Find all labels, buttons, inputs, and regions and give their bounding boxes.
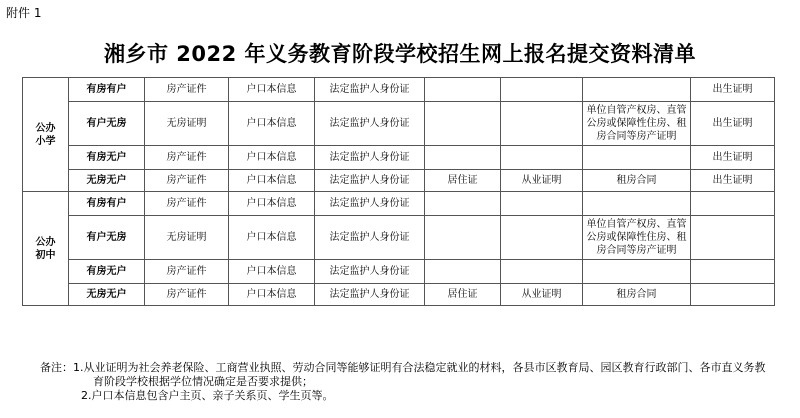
table-row <box>23 102 775 146</box>
table-cell: 房产证件 <box>145 260 229 284</box>
table-cell: 法定监护人身份证 <box>315 170 425 192</box>
note-2: 2.户口本信息包含户主页、亲子关系页、学生页等。 <box>81 389 334 402</box>
attachment-label: 附件 1 <box>6 6 42 20</box>
category-cell: 公办 初中 <box>23 192 69 306</box>
table-cell: 户口本信息 <box>229 216 315 260</box>
table-cell: 出生证明 <box>691 78 775 102</box>
table-cell: 法定监护人身份证 <box>315 284 425 306</box>
row-type-cell: 有房有户 <box>69 78 145 102</box>
row-type-cell: 有房无户 <box>69 146 145 170</box>
row-type-cell: 有户无房 <box>69 102 145 146</box>
table-cell: 出生证明 <box>691 102 775 146</box>
table-cell <box>425 78 501 102</box>
table-cell: 法定监护人身份证 <box>315 216 425 260</box>
table-cell: 居住证 <box>425 170 501 192</box>
table-row <box>23 78 775 102</box>
table-cell <box>691 192 775 216</box>
table-cell: 房产证件 <box>145 78 229 102</box>
table-cell <box>501 216 583 260</box>
table-cell: 从业证明 <box>501 284 583 306</box>
table-cell: 法定监护人身份证 <box>315 146 425 170</box>
table-cell <box>425 192 501 216</box>
table-cell: 户口本信息 <box>229 170 315 192</box>
table-cell: 法定监护人身份证 <box>315 78 425 102</box>
table-cell: 出生证明 <box>691 146 775 170</box>
table-cell: 居住证 <box>425 284 501 306</box>
table-cell: 户口本信息 <box>229 102 315 146</box>
row-type-cell: 无房无户 <box>69 284 145 306</box>
table-cell <box>691 216 775 260</box>
row-type-cell: 有房有户 <box>69 192 145 216</box>
table-row <box>23 192 775 216</box>
note-1-continued: 育阶段学校根据学位情况确定是否要求提供； <box>93 375 313 388</box>
table-cell <box>501 146 583 170</box>
table-cell: 房产证件 <box>145 284 229 306</box>
table-cell <box>425 260 501 284</box>
table-cell: 户口本信息 <box>229 78 315 102</box>
notes-prefix: 备注： <box>40 361 73 374</box>
table-row <box>23 284 775 306</box>
table-cell <box>425 216 501 260</box>
table-cell <box>501 102 583 146</box>
notes-block <box>40 361 766 403</box>
table-cell: 无房证明 <box>145 216 229 260</box>
table-cell: 租房合同 <box>583 284 691 306</box>
table-cell: 单位自管产权房、直管公房或保障性住房、租房合同等房产证明 <box>583 216 691 260</box>
table-row <box>23 146 775 170</box>
document-title: 湘乡市 2022 年义务教育阶段学校招生网上报名提交资料清单 <box>103 42 697 66</box>
table-cell: 法定监护人身份证 <box>315 192 425 216</box>
table-row <box>23 216 775 260</box>
table-cell: 租房合同 <box>583 170 691 192</box>
table-cell: 户口本信息 <box>229 284 315 306</box>
table-cell <box>501 192 583 216</box>
table-cell: 户口本信息 <box>229 192 315 216</box>
table-cell: 无房证明 <box>145 102 229 146</box>
materials-table <box>22 77 775 306</box>
table-cell <box>583 146 691 170</box>
table-cell <box>501 260 583 284</box>
table-cell <box>583 260 691 284</box>
table-body <box>23 78 775 306</box>
row-type-cell: 有房无户 <box>69 260 145 284</box>
table-cell: 法定监护人身份证 <box>315 260 425 284</box>
table-cell <box>691 260 775 284</box>
table-cell: 房产证件 <box>145 170 229 192</box>
table-cell <box>691 284 775 306</box>
table-cell: 户口本信息 <box>229 260 315 284</box>
table-cell: 从业证明 <box>501 170 583 192</box>
table-cell <box>583 192 691 216</box>
table-cell: 法定监护人身份证 <box>315 102 425 146</box>
table-cell: 单位自管产权房、直管公房或保障性住房、租房合同等房产证明 <box>583 102 691 146</box>
table-cell: 出生证明 <box>691 170 775 192</box>
note-1: 1.从业证明为社会养老保险、工商营业执照、劳动合同等能够证明有合法稳定就业的材料，各县市区教育局、园区教育行政部门、各市直义务教 <box>73 361 766 374</box>
table-cell: 户口本信息 <box>229 146 315 170</box>
row-type-cell: 无房无户 <box>69 170 145 192</box>
row-type-cell: 有户无房 <box>69 216 145 260</box>
table-cell <box>583 78 691 102</box>
table-row <box>23 170 775 192</box>
table-cell <box>501 78 583 102</box>
table-cell <box>425 102 501 146</box>
table-cell: 房产证件 <box>145 146 229 170</box>
table-row <box>23 260 775 284</box>
table-cell: 房产证件 <box>145 192 229 216</box>
table-cell <box>425 146 501 170</box>
category-cell: 公办 小学 <box>23 78 69 192</box>
